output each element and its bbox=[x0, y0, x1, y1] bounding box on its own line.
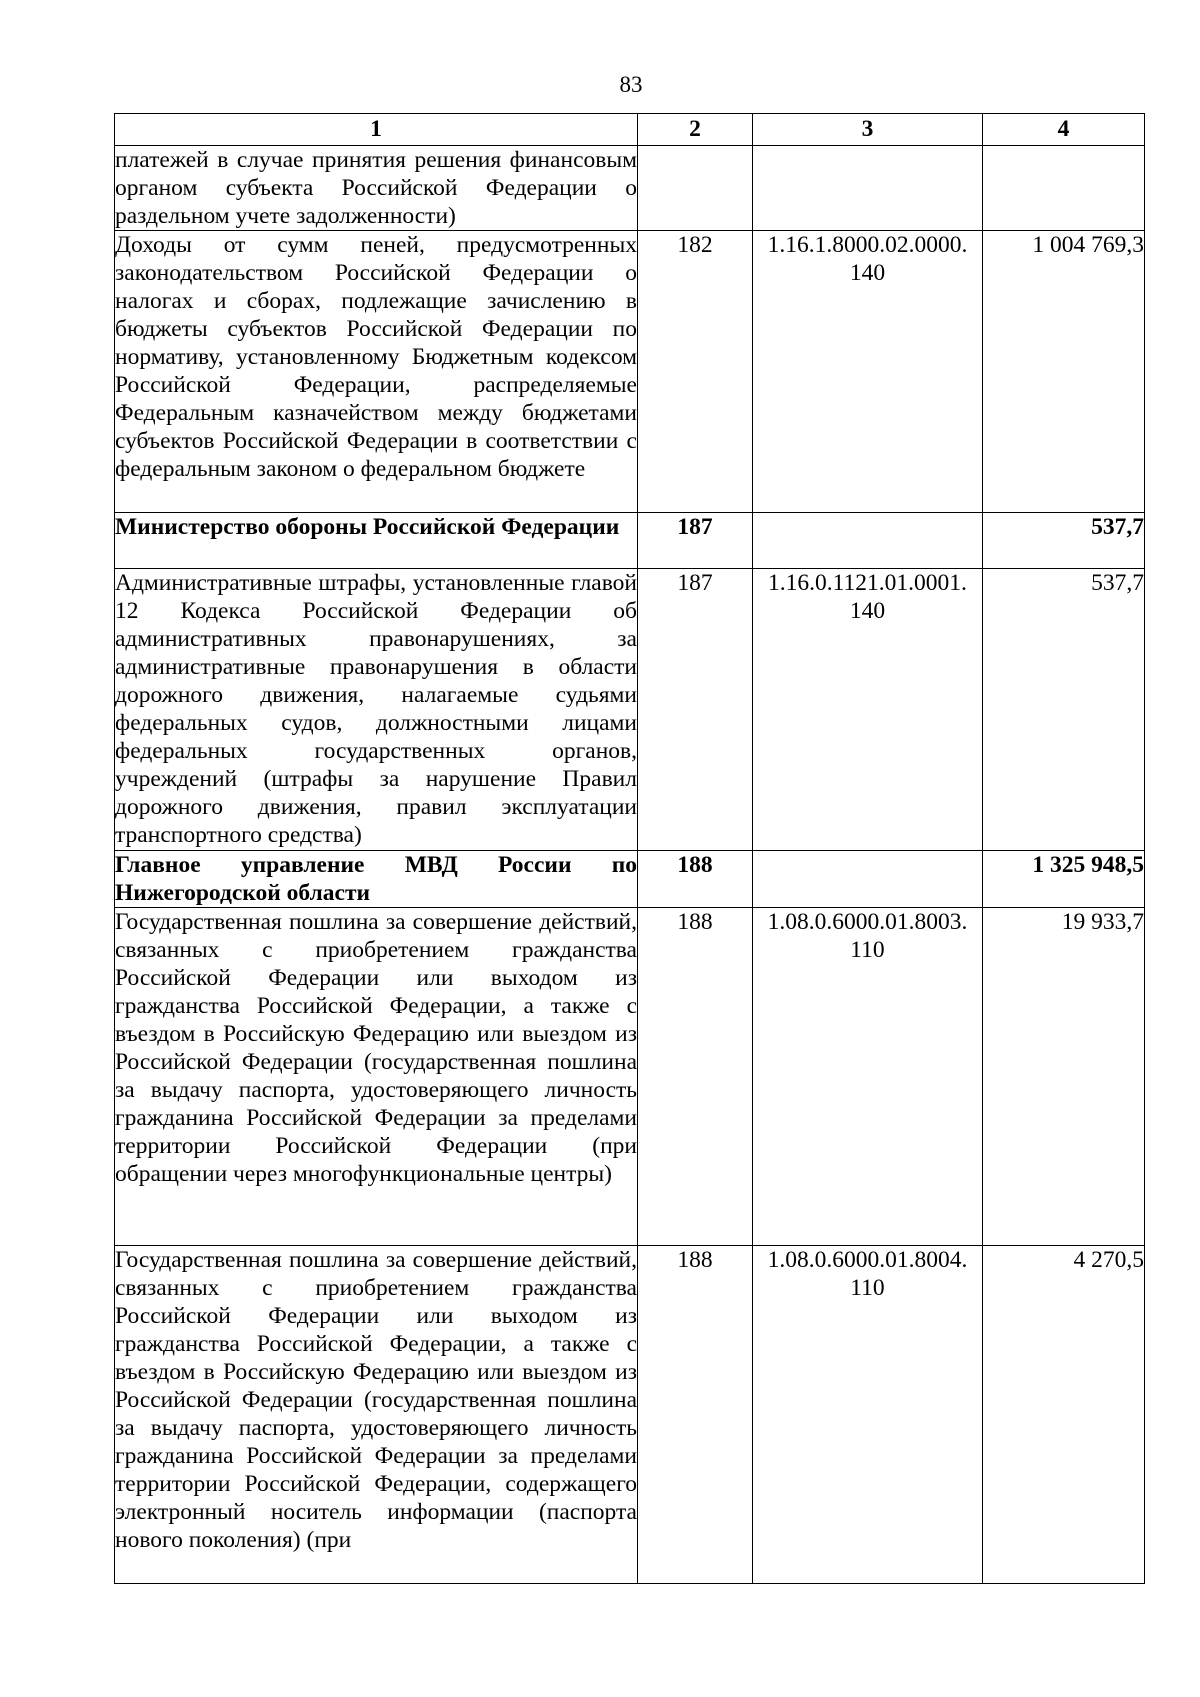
table-header-row bbox=[115, 114, 1145, 146]
kbk-code bbox=[753, 1246, 983, 1584]
admin-code: 187 bbox=[638, 569, 753, 851]
column-header-4: 4 bbox=[983, 114, 1145, 146]
column-header-1: 1 bbox=[115, 114, 638, 146]
row-description: платежей в случае принятия решения финансовым органом субъекта Российской Федерации о раздельном учете задолженности) bbox=[115, 147, 637, 229]
kbk-code bbox=[753, 908, 983, 1246]
admin-code: 182 bbox=[638, 231, 753, 513]
amount bbox=[983, 146, 1145, 231]
kbk-code-part-2: 140 bbox=[849, 260, 886, 286]
admin-code: 188 bbox=[638, 1246, 753, 1584]
kbk-code-part-2: 110 bbox=[850, 937, 885, 963]
table-row bbox=[115, 569, 1145, 851]
kbk-code-part-2: 110 bbox=[850, 1275, 885, 1301]
kbk-code bbox=[753, 569, 983, 851]
row-description: Доходы от сумм пеней, предусмотренных законодательством Российской Федерации о налогах и сборах, подлежащие зачислению в бюджеты субъектов Российской Федерации по нормативу, установленному Бюджетным кодексом Российской Федерации, распределяемые Федеральным казначейством между бюджетами субъектов Российской Федерации в соответствии с федеральным законом о федеральном бюджете bbox=[115, 231, 638, 513]
organization-name: Министерство обороны Российской Федерации bbox=[115, 513, 638, 569]
row-description: Государственная пошлина за совершение действий, связанных с приобретением гражданства Российской Федерации или выходом из гражданства Российской Федерации, а также с въездом в Российскую Федерацию или выездом из Российской Федерации (государственная пошлина за выдачу паспорта, удостоверяющего личность гражданина Российской Федерации за пределами территории Российской Федерации (при обращении через многофункциональные центры) bbox=[115, 908, 638, 1246]
organization-name: Главное управление МВД России по Нижегородской области bbox=[115, 852, 637, 906]
admin-code: 187 bbox=[638, 513, 753, 569]
table-row bbox=[115, 231, 1145, 513]
budget-revenue-table bbox=[114, 113, 1145, 1584]
kbk-code bbox=[753, 851, 983, 908]
kbk-code-part-1: 1.16.0.1121.01.0001. bbox=[768, 570, 967, 596]
amount: 4 270,5 bbox=[983, 1246, 1145, 1584]
table-row-organization bbox=[115, 513, 1145, 569]
row-description: Государственная пошлина за совершение действий, связанных с приобретением гражданства Российской Федерации или выходом из гражданства Российской Федерации, а также с въездом в Российскую Федерацию или выездом из Российской Федерации (государственная пошлина за выдачу паспорта, удостоверяющего личность гражданина Российской Федерации за пределами территории Российской Федерации, содержащего электронный носитель информации (паспорта нового поколения) (при bbox=[115, 1246, 638, 1584]
table-row-organization bbox=[115, 851, 1145, 908]
table-row bbox=[115, 1246, 1145, 1584]
kbk-code-part-1: 1.16.1.8000.02.0000. bbox=[767, 232, 968, 258]
row-description: Административные штрафы, установленные главой 12 Кодекса Российской Федерации об административных правонарушениях, за административные правонарушения в области дорожного движения, налагаемые судьями федеральных судов, должностными лицами федеральных государственных органов, учреждений (штрафы за нарушение Правил дорожного движения, правил эксплуатации транспортного средства) bbox=[115, 569, 638, 851]
column-header-2: 2 bbox=[638, 114, 753, 146]
table-row bbox=[115, 908, 1145, 1246]
kbk-code-part-1: 1.08.0.6000.01.8004. bbox=[767, 1247, 968, 1273]
kbk-code bbox=[753, 513, 983, 569]
page-number: 83 bbox=[619, 72, 643, 97]
amount: 19 933,7 bbox=[983, 908, 1145, 1246]
column-header-3: 3 bbox=[753, 114, 983, 146]
amount-total: 537,7 bbox=[983, 513, 1145, 569]
kbk-code-part-1: 1.08.0.6000.01.8003. bbox=[767, 909, 968, 935]
admin-code: 188 bbox=[638, 851, 753, 908]
amount: 1 004 769,3 bbox=[983, 231, 1145, 513]
kbk-code bbox=[753, 146, 983, 231]
kbk-code-part-2: 140 bbox=[849, 598, 886, 624]
admin-code bbox=[638, 146, 753, 231]
amount: 537,7 bbox=[983, 569, 1145, 851]
admin-code: 188 bbox=[638, 908, 753, 1246]
kbk-code bbox=[753, 231, 983, 513]
table-row bbox=[115, 146, 1145, 231]
amount-total: 1 325 948,5 bbox=[983, 851, 1145, 908]
